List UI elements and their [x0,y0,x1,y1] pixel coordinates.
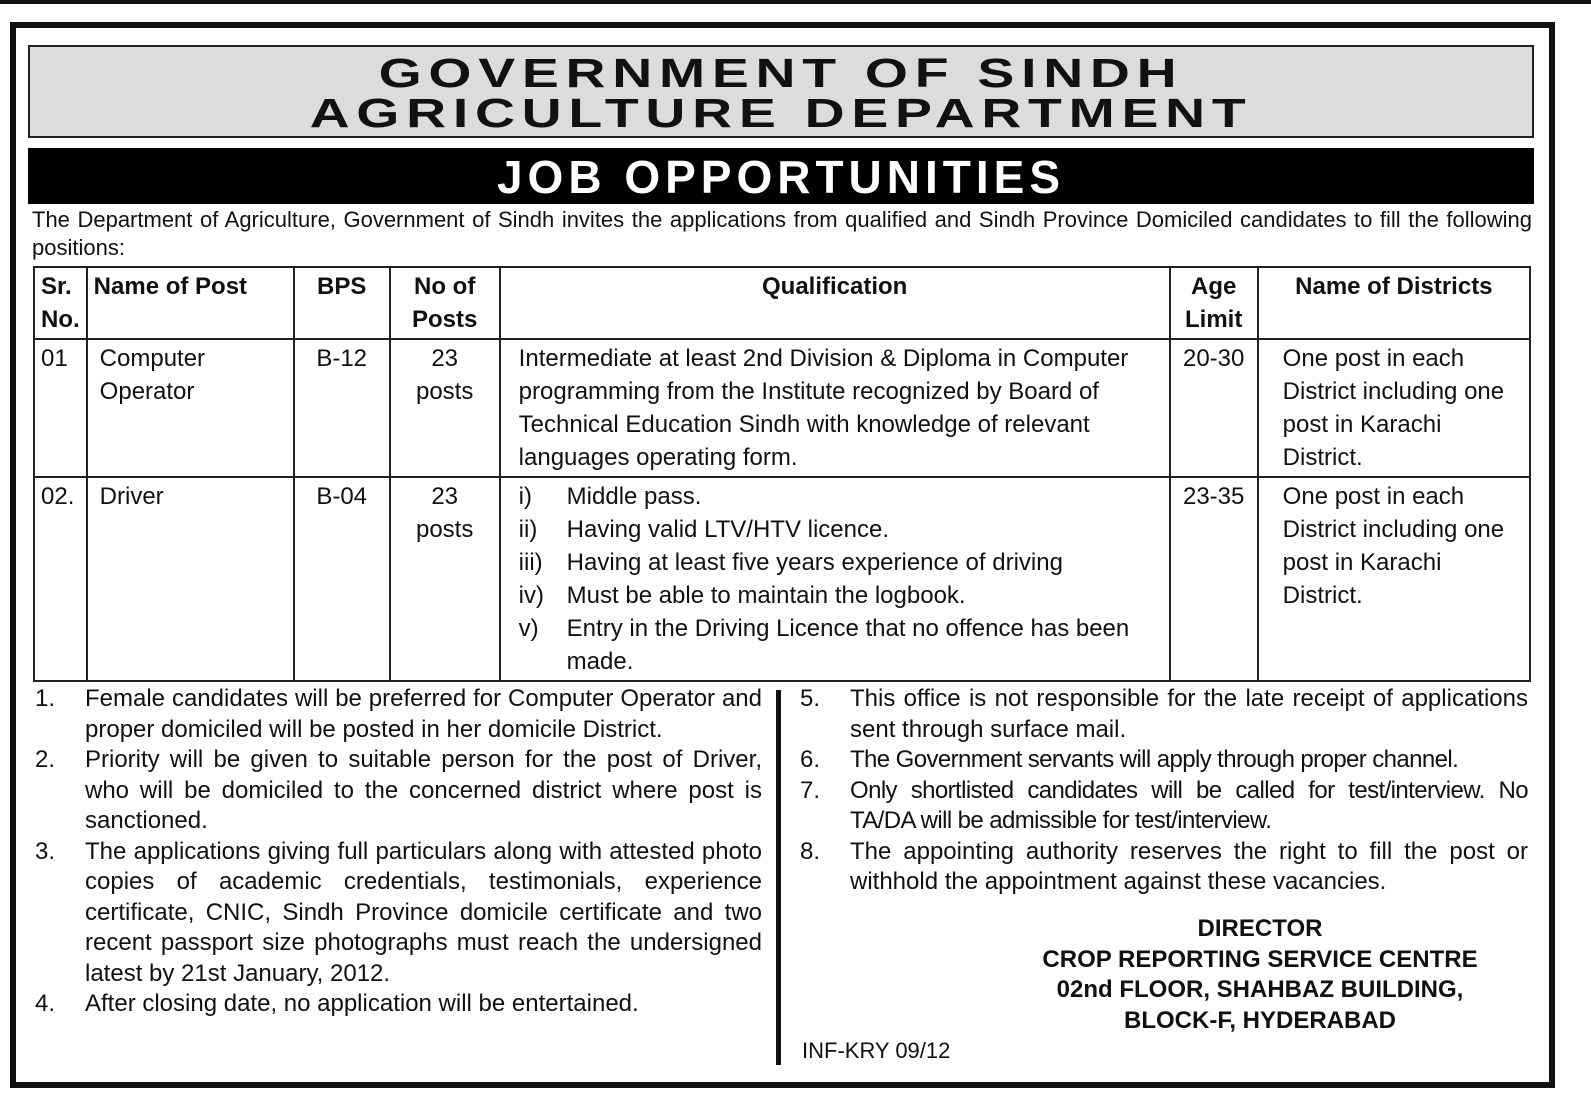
col-post: Name of Post [87,267,294,339]
note-item [35,989,762,1020]
note-text: Female candidates will be preferred for Computer Operator and proper domiciled will be posted in her domicile District. [85,685,762,743]
header-line-2: AGRICULTURE DEPARTMENT [309,90,1253,136]
col-qualification: Qualification [500,267,1170,339]
notes-left [35,684,762,1020]
list-item [519,579,1163,612]
reference-code: INF-KRY 09/12 [802,1038,951,1063]
cell-bps: B-12 [294,339,390,477]
col-posts: No of Posts [390,267,500,339]
top-rule [0,0,1591,4]
col-sr: Sr. No. [34,267,87,339]
cell-age: 23-35 [1170,477,1258,681]
signature-office: CROP REPORTING SERVICE CENTRE [1042,945,1478,973]
table-row [34,339,1530,477]
notes-right [800,684,1528,898]
cell-post: Computer Operator [87,339,294,477]
cell-qualification [500,477,1170,681]
note-text: After closing date, no application will be entertained. [85,990,639,1017]
cell-districts: One post in each District including one post in Karachi District. [1258,339,1530,477]
note-number: 1. [35,685,56,712]
item-text: Entry in the Driving Licence that no offence has been made. [566,615,1130,675]
item-text: Middle pass. [566,483,702,510]
item-number: ii) [518,516,538,543]
column-divider [776,690,781,1065]
item-number: iv) [518,582,544,609]
note-text: The Government servants will apply through proper channel. [850,746,1459,773]
item-number: iii) [518,549,543,576]
cell-districts: One post in each District including one post in Karachi District. [1258,477,1530,681]
note-text: The applications giving full particulars along with attested photo copies of academic credentials, testimonials, experience certificate, CNIC, Sindh Province domicile certificate and two recent passport size photographs must reach the undersigned latest by 21st January, 2012. [85,837,762,987]
signature-block [990,914,1530,1036]
list-item [519,480,1163,513]
note-item [800,684,1528,745]
note-item [800,776,1528,837]
note-text: This office is not responsible for the late receipt of applications sent through surface mail. [850,685,1528,743]
item-text: Having valid LTV/HTV licence. [566,516,890,543]
note-text: Only shortlisted candidates will be called for test/interview. No TA/DA will be admissible for test/interview. [850,776,1528,834]
note-number: 5. [800,685,821,712]
list-item [519,546,1163,579]
cell-bps: B-04 [294,477,390,681]
note-text: The appointing authority reserves the right to fill the post or withhold the appointment against these vacancies. [850,837,1528,895]
col-bps: BPS [294,267,390,339]
note-number: 3. [35,837,56,865]
item-text: Must be able to maintain the logbook. [566,582,966,609]
signature-address-1: 02nd FLOOR, SHAHBAZ BUILDING, [1056,976,1464,1003]
intro-text: The Department of Agriculture, Government of Sindh invites the applications from qualified and Sindh Province Domiciled candidates to fill the following positions: [32,207,1532,260]
item-number: v) [518,615,539,642]
header-line-1: GOVERNMENT OF SINDH [378,50,1184,96]
cell-posts: 23 posts [390,339,500,477]
note-number: 7. [800,776,821,804]
jobs-table [33,266,1531,682]
col-age: Age Limit [1170,267,1258,339]
header-box [28,45,1534,138]
signature-title: DIRECTOR [1197,915,1323,942]
cell-sr: 02. [34,477,87,681]
note-text: Priority will be given to suitable person for the post of Driver, who will be domiciled to the concerned district where post is sanctioned. [85,746,762,834]
note-item [35,837,762,990]
table-header-row [34,267,1530,339]
item-text: Having at least five years experience of driving [566,549,1063,576]
note-item [35,745,762,837]
cell-posts: 23 posts [390,477,500,681]
banner-title: JOB OPPORTUNITIES [28,148,1534,204]
table-row [34,477,1530,681]
note-number: 8. [800,837,821,865]
note-number: 6. [800,746,821,773]
item-number: i) [518,483,532,510]
col-districts: Name of Districts [1258,267,1530,339]
cell-qualification: Intermediate at least 2nd Division & Diploma in Computer programming from the Institute recognized by Board of Technical Education Sindh with knowledge of relevant languages operating form. [500,339,1170,477]
note-number: 4. [35,990,56,1017]
list-item [519,612,1163,678]
note-item [800,837,1528,898]
cell-age: 20-30 [1170,339,1258,477]
signature-address-2: BLOCK-F, HYDERABAD [1124,1006,1396,1034]
note-item [800,745,1528,776]
cell-post: Driver [87,477,294,681]
cell-sr: 01 [34,339,87,477]
qualification-list [519,480,1163,678]
list-item [519,513,1163,546]
note-number: 2. [35,746,56,773]
note-item [35,684,762,745]
